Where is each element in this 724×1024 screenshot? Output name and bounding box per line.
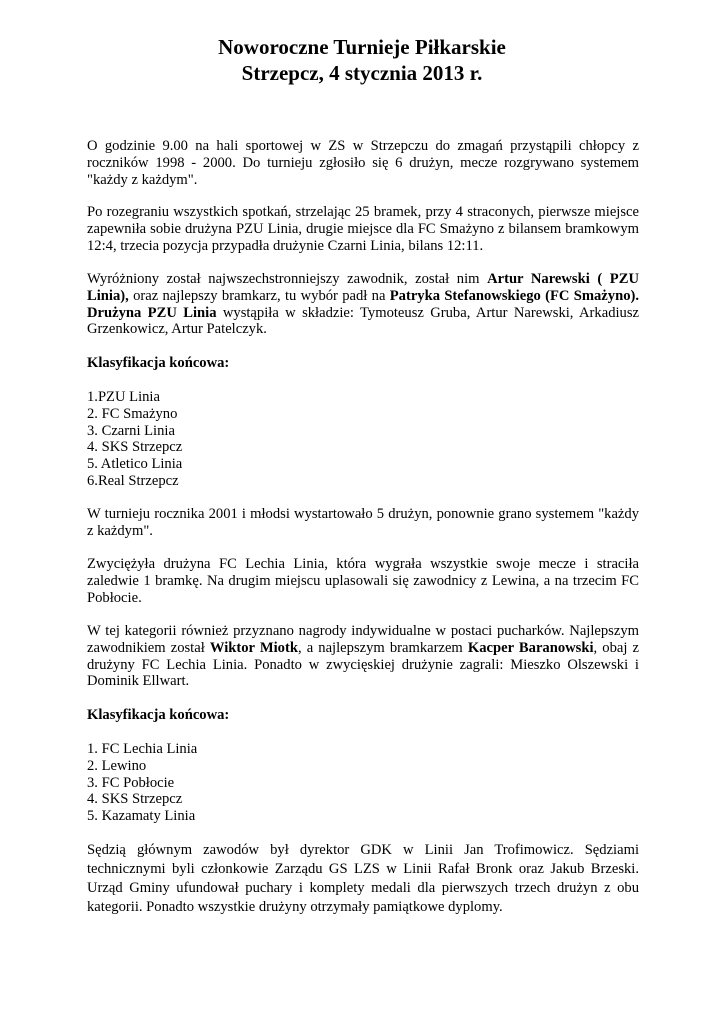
- list-item: 1. FC Lechia Linia: [87, 741, 198, 757]
- list-item: 6.Real Strzepcz: [87, 472, 179, 489]
- individual-text-2: , a najlepszym bramkarzem: [297, 639, 468, 656]
- awards-player-name: Artur Narewski ( PZU Linia),: [87, 271, 639, 304]
- paragraph-referees: Sędzią głównym zawodów był dyrektor GDK w Linii Jan Trofimowicz. Sędziami technicznymi byli członkowie Zarządu GS LZS w Linii Rafał Bronk oraz Jakub Brzeski. Urząd Gminy ufundował puchary i komplety medali dla pierwszych trzech drużyn z obu kategorii. Ponadto wszystkie drużyny otrzymały pamiątkowe dyplomy.: [87, 842, 639, 915]
- awards-text-3: wystąpiła w składzie: Tymoteusz Gruba, Artur Narewski, Arkadiusz Grzenkowicz, Artur Patelczyk.: [87, 304, 639, 338]
- paragraph-results: Po rozegraniu wszystkich spotkań, strzelając 25 bramek, przy 4 straconych, pierwsze miejsce zapewniła sobie drużyna PZU Linia, drugie miejsce dla FC Smażyno z bilansem bramkowym 12:4, trzecia pozycja przypadła drużynie Czarni Linia, bilans 12:11.: [87, 204, 639, 254]
- individual-goalkeeper-name: Kacper Baranowski: [467, 639, 594, 656]
- awards-text-2: oraz najlepszy bramkarz, tu wybór padł na: [128, 287, 390, 304]
- paragraph-intro: O godzinie 9.00 na hali sportowej w ZS w Strzepczu do zmagań przystąpili chłopcy z roczników 1998 - 2000. Do turnieju zgłosiło się 6 drużyn, mecze rozgrywano systemem "każdy z każdym".: [87, 138, 639, 188]
- list-item: 4. SKS Strzepcz: [87, 439, 183, 456]
- classification-list-1: [87, 389, 182, 490]
- document-title-line-2: Strzepcz, 4 stycznia 2013 r.: [241, 61, 483, 85]
- list-item: 2. FC Smażyno: [87, 405, 178, 422]
- classification-heading-1: Klasyfikacja końcowa:: [87, 355, 230, 371]
- paragraph-individual-awards: [87, 623, 639, 690]
- list-item: 1.PZU Linia: [87, 389, 160, 405]
- classification-heading-2: Klasyfikacja końcowa:: [87, 707, 230, 723]
- list-item: 2. Lewino: [87, 757, 147, 774]
- classification-list-2: [87, 741, 197, 825]
- individual-text-3: , obaj z drużyny FC Lechia Linia. Ponadto w zwycięskiej drużynie zagrali: Mieszko Olszewski i Dominik Ellwart.: [87, 639, 639, 690]
- awards-goalkeeper-name: Patryka Stefanowskiego (FC Smażyno). Drużyna PZU Linia: [87, 287, 639, 321]
- list-item: 3. FC Pobłocie: [87, 774, 175, 791]
- paragraph-awards: [87, 271, 639, 338]
- list-item: 5. Atletico Linia: [87, 456, 183, 473]
- list-item: 5. Kazamaty Linia: [87, 808, 196, 825]
- paragraph-younger-tournament: W turnieju rocznika 2001 i młodsi wystartowało 5 drużyn, ponownie grano systemem "każdy z każdym".: [87, 506, 639, 539]
- list-item: 3. Czarni Linia: [87, 422, 175, 439]
- paragraph-winner: Zwyciężyła drużyna FC Lechia Linia, która wygrała wszystkie swoje mecze i straciła zaledwie 1 bramkę. Na drugim miejscu uplasowali się zawodnicy z Lewina, a na trzecim FC Pobłocie.: [87, 556, 639, 606]
- awards-text-1: Wyróżniony został najwszechstronniejszy zawodnik, został nim: [87, 271, 488, 287]
- individual-text-1: W tej kategorii również przyznano nagrody indywidualne w postaci pucharków. Najlepszym zawodnikiem został: [87, 623, 639, 656]
- individual-player-name: Wiktor Miotk: [209, 639, 298, 656]
- document-title-line-1: Noworoczne Turnieje Piłkarskie: [218, 35, 506, 59]
- list-item: 4. SKS Strzepcz: [87, 791, 183, 808]
